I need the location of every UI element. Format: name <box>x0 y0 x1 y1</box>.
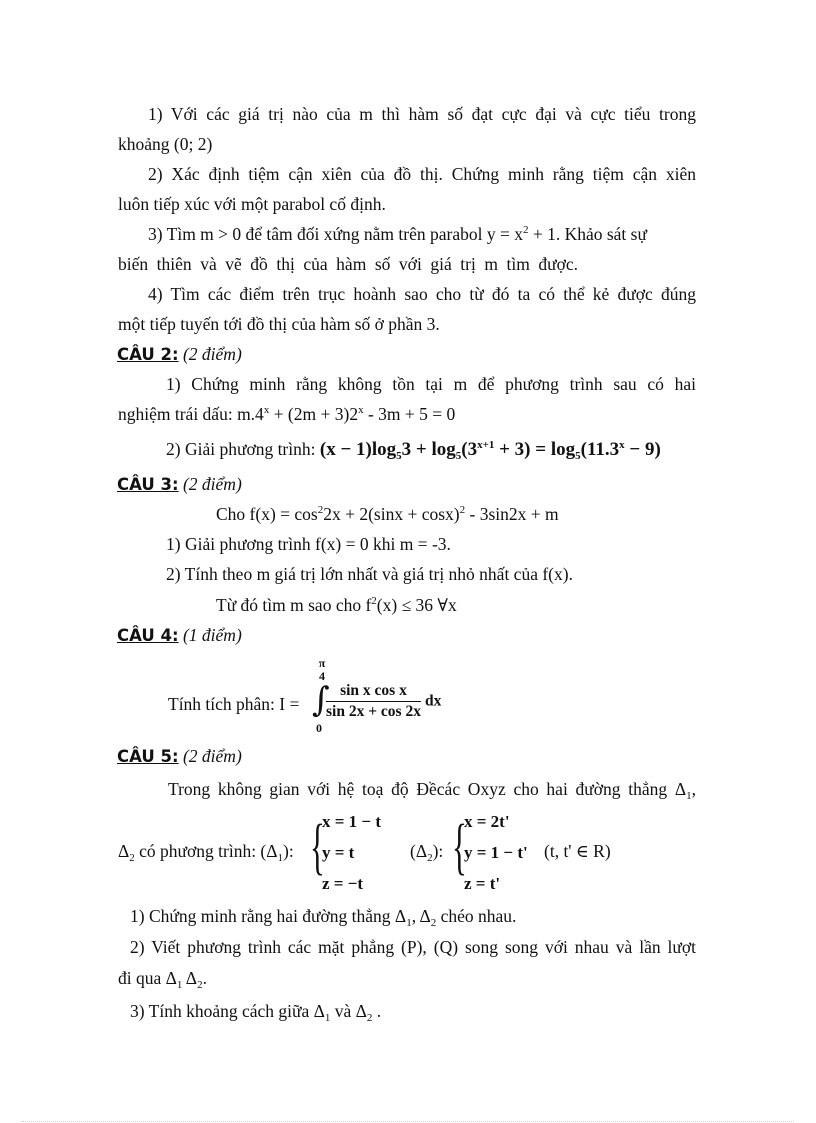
q4-heading: CÂU 4: (1 điểm) <box>117 625 242 645</box>
q5-intro-line2: $\Delta_2$ có phương trình: $(\Delta_1)$: <box>118 841 294 864</box>
q1-part2-line2: luôn tiếp xúc với một parabol cố định. <box>118 194 386 214</box>
q2-heading: CÂU 2: (2 điểm) <box>117 344 242 364</box>
q5-part2-line1: 2) Viết phương trình các mặt phẳng (P), (Q) song song với nhau và lần lượt <box>130 937 696 957</box>
integral-sign: ∫ <box>312 680 330 720</box>
dx: dx <box>424 692 442 710</box>
q2-part1-line2: nghiệm trái dấu: $m.4^x + (2m + 3)2^x - 3m + 5 = 0$ <box>118 404 456 424</box>
q3-part2: 2) Tính theo m giá trị lớn nhất và giá trị nhỏ nhất của f(x). <box>166 564 573 584</box>
q5-parameter-condition: (t, t' ∈ R) <box>544 841 611 861</box>
q3-part1: 1) Giải phương trình f(x) = 0 khi m = -3. <box>166 534 451 554</box>
fraction-denominator: sin 2x + cos 2x <box>326 703 421 720</box>
system-2-eq-y: y = 1 − t' <box>464 843 528 862</box>
q5-part1: 1) Chứng minh rằng hai đường thẳng $\Delta_1$, $\Delta_2$ chéo nhau. <box>130 906 517 929</box>
q5-part3: 3) Tính khoảng cách giữa $\Delta_1$ và $\Delta_2$ . <box>130 1001 382 1024</box>
brace-system-1: { <box>310 813 325 881</box>
q1-part3-line1: 3) Tìm m > 0 để tâm đối xứng nằm trên parabol $y = x^2 + 1$. Khảo sát sự <box>148 224 647 244</box>
system-2-eq-z: z = t' <box>464 874 501 893</box>
integral-lower-limit: 0 <box>316 721 322 735</box>
fraction-numerator: sin x cos x <box>326 682 421 702</box>
system-1-eq-x: x = 1 − t <box>322 812 382 831</box>
integrand-fraction <box>326 682 441 721</box>
q1-part2-line1: 2) Xác định tiệm cận xiên của đồ thị. Chứng minh rằng tiệm cận xiên <box>148 164 696 184</box>
q4-label: Tính tích phân: I = <box>168 694 300 714</box>
system-1-eq-y: y = t <box>322 843 355 862</box>
system-1-eq-z: z = −t <box>322 874 364 893</box>
q1-part1-line2: khoảng (0; 2) <box>118 134 213 154</box>
brace-system-2: { <box>452 813 467 881</box>
integral-upper-limit: π 4 <box>318 656 326 683</box>
q1-part1-line1: 1) Với các giá trị nào của m thì hàm số đạt cực đại và cực tiểu trong <box>148 104 696 124</box>
q3-function: Cho $f(x) = \cos^22x + 2(\sin x + \cos x)^2 - 3\sin 2x + m$ <box>216 504 559 524</box>
q3-heading: CÂU 3: (2 điểm) <box>117 474 242 494</box>
system-1 <box>322 806 381 899</box>
q2-part2: 2) Giải phương trình: $(x - 1)\log_53 + \log_5(3^{x+1} + 3) = \log_5(11.3^x - 9)$ <box>166 439 661 462</box>
q5-intro-line1: Trong không gian với hệ toạ độ Đềcác Oxyz cho hai đường thẳng $\Delta_1$, <box>168 779 696 802</box>
q1-part4-line2: một tiếp tuyến tới đồ thị của hàm số ở phần 3. <box>118 314 440 334</box>
q2-part1-line1: 1) Chứng minh rằng không tồn tại m để phương trình sau có hai <box>166 374 696 394</box>
q3-part3: Từ đó tìm m sao cho $f^2(x) \le 36$ ∀x <box>216 595 457 615</box>
log-equation: $(x - 1)\log_53 + \log_5(3^{x+1} + 3) = \log_5(11.3^x - 9)$ <box>319 439 661 462</box>
q1-part3-line2: biến thiên và vẽ đồ thị của hàm số với giá trị m tìm được. <box>118 254 578 274</box>
system-2 <box>464 806 528 899</box>
q1-part4-line1: 4) Tìm các điểm trên trục hoành sao cho từ đó ta có thể kẻ được đúng <box>148 284 696 304</box>
q5-heading: CÂU 5: (2 điểm) <box>117 746 242 766</box>
system-2-eq-x: x = 2t' <box>464 812 510 831</box>
line-d2-label: $(\Delta_2)$: <box>410 841 444 864</box>
page-bottom-divider <box>22 1121 794 1122</box>
q5-part2-line2: đi qua $\Delta_1$ $\Delta_2$. <box>118 968 207 991</box>
